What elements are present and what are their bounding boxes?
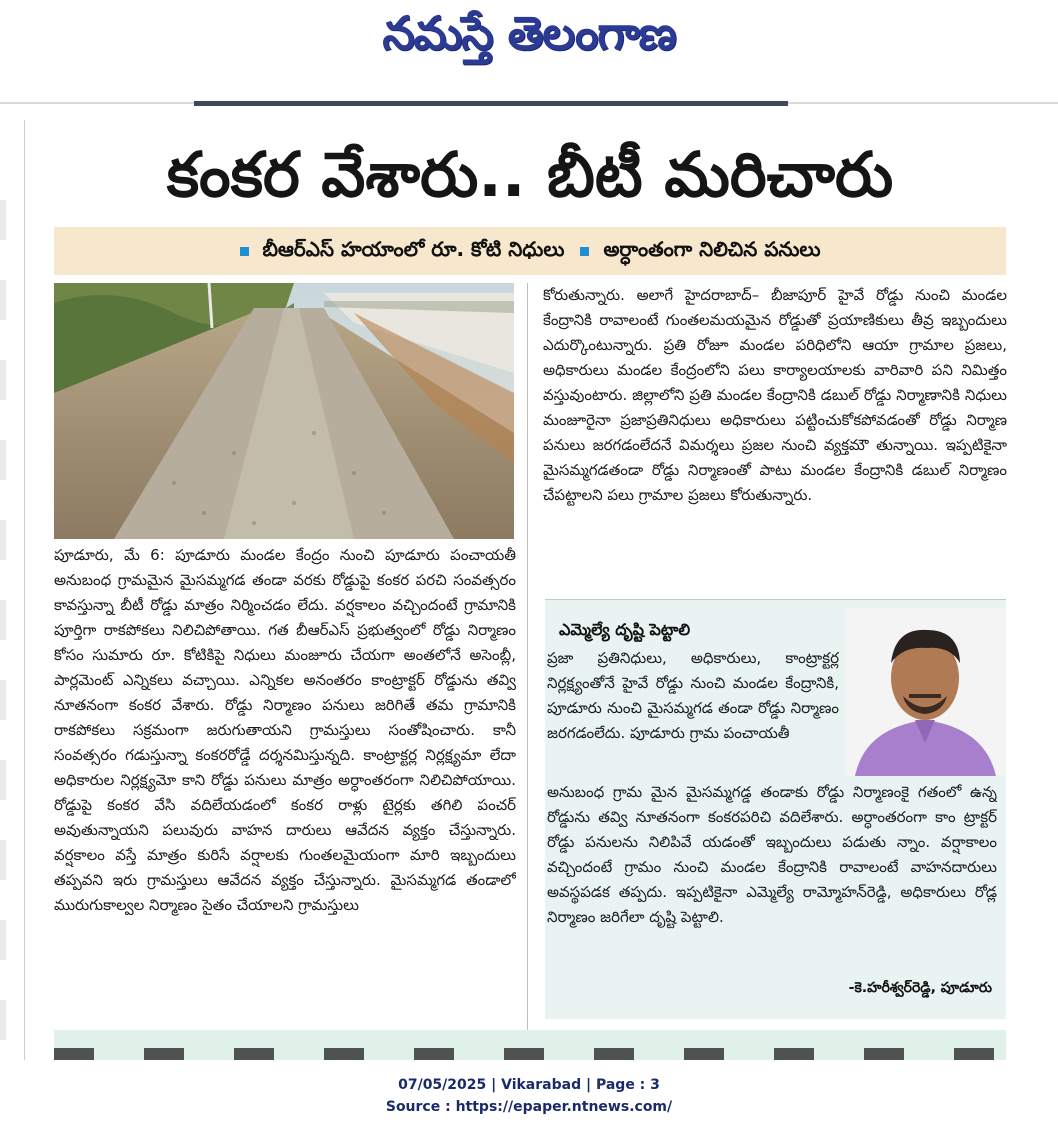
footer-date-edition: 07/05/2025 | Vikarabad | Page : 3	[398, 1077, 660, 1093]
article-headline: కంకర వేశారు.. బీటీ మరిచారు	[166, 138, 894, 211]
subhead-item	[580, 237, 820, 266]
subhead-bar	[54, 227, 1006, 275]
box-title: ఎమ్మెల్యే దృష్టి పెట్టాలి	[559, 620, 691, 639]
byline: -కె.హరీశ్వర్‌రెడ్డి, పూడూరు	[848, 980, 992, 996]
box-paragraph: అనుబంధ గ్రామ మైన మైసమ్మగడ్డ తండాకు రోడ్డు నిర్మాణంకై గతంలో ఉన్న రోడ్డును తవ్వి నూతనంగా కంకరపరిచి వదిలేశారు. అర్ధాంతరంగా కాం ట్రాక్టర్ రోడ్డు పనులను నిలిపివే యడంతో ఇబ్బందులు పడుతు న్నాం. వర్షాకాలం వచ్చిందంటే గ్రామం నుంచి మండల కేంద్రానికి రావాలంటే వాహనదారులు అవస్థపడక తప్పదు. ఇప్పటికైనా ఎమ్మెల్యే రామ్మోహన్‌రెడ్డి, అధికారులు రోడ్ల నిర్మాణం జరిగేలా దృష్టి పెట్టాలి.	[547, 783, 997, 926]
sidebar-box	[545, 599, 1006, 1019]
next-article-strip	[54, 1030, 1006, 1060]
column-divider	[527, 283, 528, 1043]
newspaper-logo: నమస్తే తెలంగాణ	[382, 6, 676, 60]
page-edge	[0, 200, 6, 1050]
article-paragraph: కోరుతున్నారు. అలాగే హైదరాబాద్– బీజాపూర్ హైవే రోడ్డు నుంచి మండల కేంద్రానికి రావాలంటే గుంతలమయమైన రోడ్డుతో ప్రయాణికులు తీవ్ర ఇబ్బందులు ఎదుర్కొంటున్నారు. ప్రతి రోజూ మండల పరిధిలోని ఆయా గ్రామాల ప్రజలు, అధికారులు మండల కేంద్రంలోని పలు కార్యాలయాలకు వారివారి పని నిమిత్తం వస్తువుంటారు. జిల్లాలోని ప్రతి మండల కేంద్రానికి డబుల్ రోడ్డు నిర్మాణానికి నిధులు మంజూరైనా ప్రజాప్రతినిధులు అధికారులు పట్టించుకోకపోవడంతో రోడ్డు నిర్మాణ పనులు జరగడంలేదనే విమర్శలు ప్రజల నుంచి వ్యక్తమౌ తున్నాయి. ఇప్పటికైనా మైసమ్మగడతండా రోడ్డు నిర్మాణంతో పాటు మండల కేంద్రానికి డబుల్ నిర్మాణం చేపట్టాలని పలు గ్రామాల ప్రజలు కోరుతున్నారు.	[543, 286, 1007, 504]
masthead-rule-accent	[194, 101, 788, 106]
article-paragraph: పూడూరు, మే 6: పూడూరు మండల కేంద్రం నుంచి పూడూరు పంచాయతీ అనుబంధ గ్రామమైన మైసమ్మగడ తండా వరకు రోడ్డుపై కంకర పరచి సంవత్సరం కావస్తున్నా బీటీ రోడ్డు మాత్రం నిర్మించడం లేదు. వర్షకాలం వచ్చిందంటే గ్రామానికి పూర్తిగా రాకపోకలు నిలిచిపోతాయి. గత బీఆర్‌ఎస్ ప్రభుత్వంలో రోడ్డు నిర్మాణం కోసం సుమారు రూ. కోటికిపై నిధులు మంజూరు చేయగా అంతలోనే అసెంబ్లీ, పార్లమెంట్ ఎన్నికలు వచ్చాయి. ఎన్నికల అనంతరం కాంట్రాక్టర్ రోడ్డును తవ్వి నూతనంగా కంకర వేశారు. రోడ్డు నిర్మాణం పనులు జరిగితే తమ గ్రామానికి రాకపోకలు సక్రమంగా జరుగుతాయని గ్రామస్తులు సంతోషించారు. కానీ సంవత్సరం గడుస్తున్నా కంకరరోడ్డే దర్శనమిస్తున్నది. కాంట్రాక్టర్ల నిర్లక్ష్యమా లేదా అధికారుల నిర్లక్ష్యమో కాని రోడ్డు పనులు మాత్రం అర్ధాంతరంగా నిలిచిపోయాయి. రోడ్డుపై కంకర వేసి వదిలేయడంలో కంకర రాళ్లు టైర్లకు తగిలి పంచర్ అవుతున్నాయని పలువురు వాహన దారులు ఆవేదన వ్యక్తం చేస్తున్నారు. వర్షకాలం వస్తే మాత్రం కురిసే వర్షాలకు గుంతలమైయంగా మారి ఇబ్బందులు తప్పవని ఇరు గ్రామస్తులు ఆవేదన వ్యక్తం చేస్తున్నారు. మైసమ్మగడ తండాలో మురుగుకాల్వల నిర్మాణం సైతం చేయాలని గ్రామస్తులు	[54, 546, 516, 914]
page-footer	[0, 1074, 1058, 1118]
subhead-item	[240, 237, 565, 266]
road-photo	[54, 283, 514, 539]
cropped-headline	[54, 1048, 1006, 1060]
person-illustration	[845, 608, 1006, 776]
subhead-text: బీఆర్‌ఎస్ హయాంలో రూ. కోటి నిధులు	[262, 236, 565, 261]
box-text-wide	[547, 780, 997, 980]
person-photo	[845, 608, 1006, 776]
footer-source: Source : https://epaper.ntnews.com/	[385, 1099, 673, 1115]
bullet-icon	[580, 247, 589, 256]
box-text-narrow	[547, 646, 839, 778]
subhead-text: అర్ధాంతంగా నిలిచిన పనులు	[603, 236, 821, 261]
article-body-right	[543, 283, 1007, 589]
road-photo-illustration	[54, 283, 514, 539]
bullet-icon	[240, 247, 249, 256]
article-body-left	[54, 543, 516, 1043]
masthead	[0, 0, 1058, 78]
box-paragraph: ప్రజా ప్రతినిధులు, అధికారులు, కాంట్రాక్టర్ల నిర్లక్ష్యంతోనే హైవే రోడ్డు నుంచి మండల కేంద్రానికి, పూడూరు నుంచి మైసమ్మగడ తండా రోడ్డు నిర్మాణం జరగడంలేదు. పూడూరు గ్రామ పంచాయతీ	[547, 649, 839, 742]
